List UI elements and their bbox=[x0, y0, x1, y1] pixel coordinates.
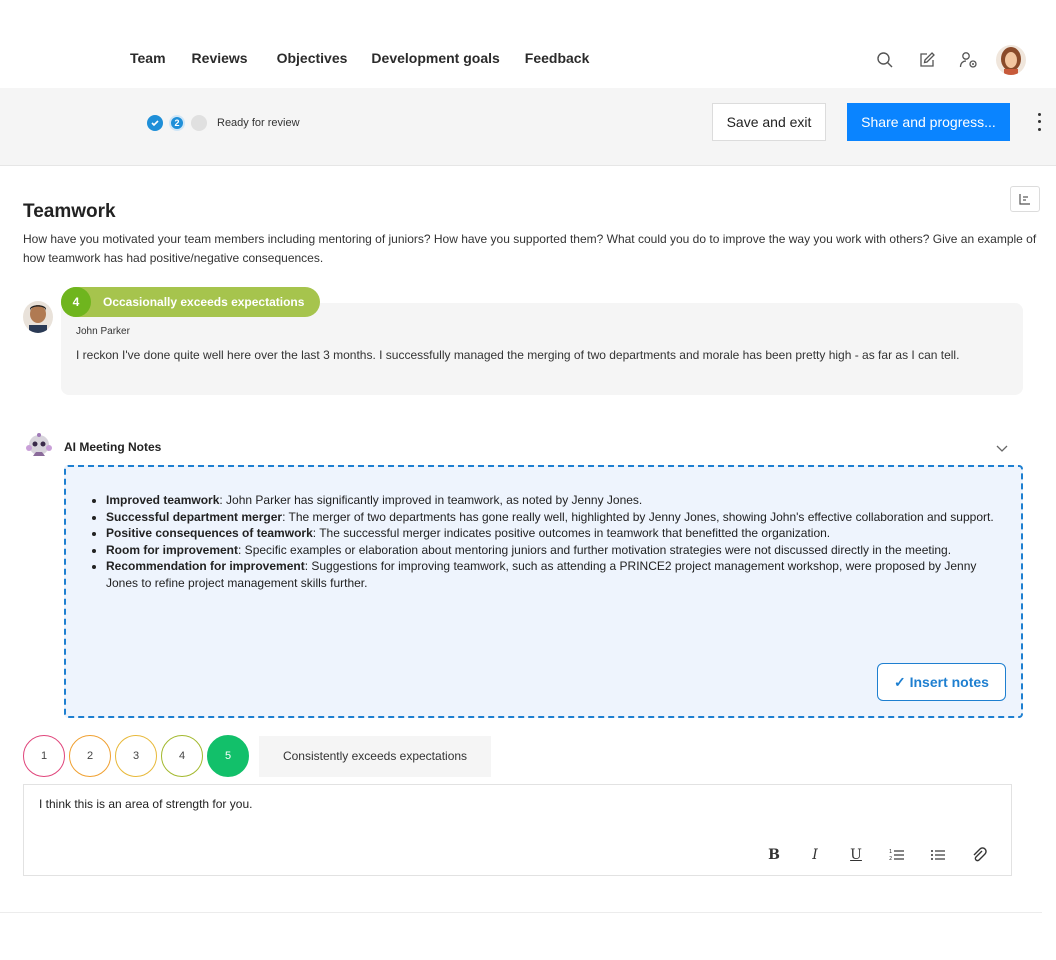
editor-text[interactable]: I think this is an area of strength for you. bbox=[39, 797, 253, 811]
bullet-list-icon[interactable] bbox=[925, 845, 951, 865]
nav-icons bbox=[872, 45, 1026, 75]
comment-editor[interactable] bbox=[23, 784, 1012, 876]
ordered-list-icon[interactable] bbox=[884, 845, 910, 865]
selected-rating-label: Consistently exceeds expectations bbox=[259, 736, 491, 777]
nav-link-team[interactable]: Team bbox=[130, 50, 166, 66]
attachment-icon[interactable] bbox=[966, 845, 992, 865]
nav-link-reviews[interactable]: Reviews bbox=[191, 50, 248, 66]
progress-steps bbox=[147, 115, 300, 131]
underline-button[interactable]: U bbox=[850, 847, 862, 863]
ai-note-heading: Recommendation for improvement bbox=[106, 559, 305, 573]
nav-link-objectives[interactable]: Objectives bbox=[276, 50, 348, 66]
status-label: Ready for review bbox=[217, 117, 300, 129]
comment-author: John Parker bbox=[76, 326, 130, 337]
more-options-icon[interactable] bbox=[1034, 111, 1044, 133]
employee-rating-badge bbox=[61, 287, 320, 317]
step-complete-icon bbox=[147, 115, 163, 131]
nav-link-feedback[interactable]: Feedback bbox=[524, 50, 590, 66]
editor-toolbar bbox=[761, 845, 1007, 865]
edit-icon[interactable] bbox=[914, 47, 940, 73]
svg-text:2: 2 bbox=[889, 856, 893, 862]
section-description: How have you motivated your team members including mentoring of juniors? How have you supported them? What could you do to improve the way you work with others? Give an example of how teamwork has had positive/negative consequences. bbox=[23, 232, 1037, 265]
ai-note-text: : The successful merger indicates positive outcomes in teamwork that benefitted the organization. bbox=[312, 526, 831, 540]
divider bbox=[0, 912, 1042, 913]
ai-note-text: : Suggestions for improving teamwork, such as attending a PRINCE2 project management workshop, were proposed by Jenny Jones to refine project management skills further. bbox=[106, 559, 977, 590]
user-avatar[interactable] bbox=[996, 45, 1026, 75]
ai-notes-list bbox=[106, 492, 1006, 591]
save-and-exit-button[interactable]: Save and exit bbox=[712, 103, 826, 141]
nav-links bbox=[130, 50, 615, 66]
ai-note-item bbox=[106, 558, 1006, 591]
rating-option-3[interactable]: 3 bbox=[115, 735, 157, 777]
rating-option-4[interactable]: 4 bbox=[161, 735, 203, 777]
ai-note-heading: Successful department merger bbox=[106, 509, 283, 524]
ai-bot-icon bbox=[23, 430, 55, 462]
share-and-progress-button[interactable]: Share and progress... bbox=[847, 103, 1010, 141]
ai-note-item bbox=[106, 542, 1006, 559]
ai-note-heading: Improved teamwork bbox=[106, 493, 220, 507]
ai-note-heading: Positive consequences of teamwork bbox=[106, 526, 313, 540]
ai-note-text: : John Parker has significantly improved in teamwork, as noted by Jenny Jones. bbox=[219, 493, 643, 507]
employee-avatar bbox=[23, 301, 53, 333]
rating-option-2[interactable]: 2 bbox=[69, 735, 111, 777]
ai-note-item bbox=[106, 492, 1006, 509]
ai-note-text: : The merger of two departments has gone really well, highlighted by Jenny Jones, showing John's effective collaboration and support. bbox=[282, 509, 994, 524]
rating-selector bbox=[23, 735, 491, 777]
employee-rating-label: Occasionally exceeds expectations bbox=[103, 295, 305, 309]
rating-option-1[interactable]: 1 bbox=[23, 735, 65, 777]
italic-button[interactable]: I bbox=[812, 847, 818, 863]
comment-text: I reckon I've done quite well here over the last 3 months. I successfully managed the merging of two departments and morale has been pretty high - as far as I can tell. bbox=[76, 348, 960, 362]
search-icon[interactable] bbox=[872, 47, 898, 73]
step-pending bbox=[191, 115, 207, 131]
bold-button[interactable]: B bbox=[768, 847, 780, 863]
step-current: 2 bbox=[169, 115, 185, 131]
review-progress-bar bbox=[0, 88, 1056, 166]
employee-rating-number: 4 bbox=[61, 287, 91, 317]
rating-option-5[interactable]: 5 bbox=[207, 735, 249, 777]
insert-notes-button[interactable]: ✓ Insert notes bbox=[877, 663, 1006, 701]
ai-meeting-notes-title: AI Meeting Notes bbox=[64, 440, 162, 454]
ai-note-text: : Specific examples or elaboration about mentoring juniors and further motivation strategies were not discussed directly in the meeting. bbox=[238, 542, 952, 557]
nav-link-development-goals[interactable]: Development goals bbox=[371, 50, 500, 66]
ai-note-item bbox=[106, 509, 1006, 526]
ai-note-item bbox=[106, 525, 1006, 542]
chart-icon[interactable] bbox=[1010, 186, 1040, 212]
svg-text:1: 1 bbox=[889, 849, 893, 855]
section-title: Teamwork bbox=[23, 201, 116, 222]
chevron-down-icon[interactable] bbox=[994, 441, 1010, 455]
ai-note-heading: Room for improvement bbox=[106, 542, 239, 557]
user-settings-icon[interactable] bbox=[956, 47, 982, 73]
top-navigation bbox=[0, 0, 1056, 88]
